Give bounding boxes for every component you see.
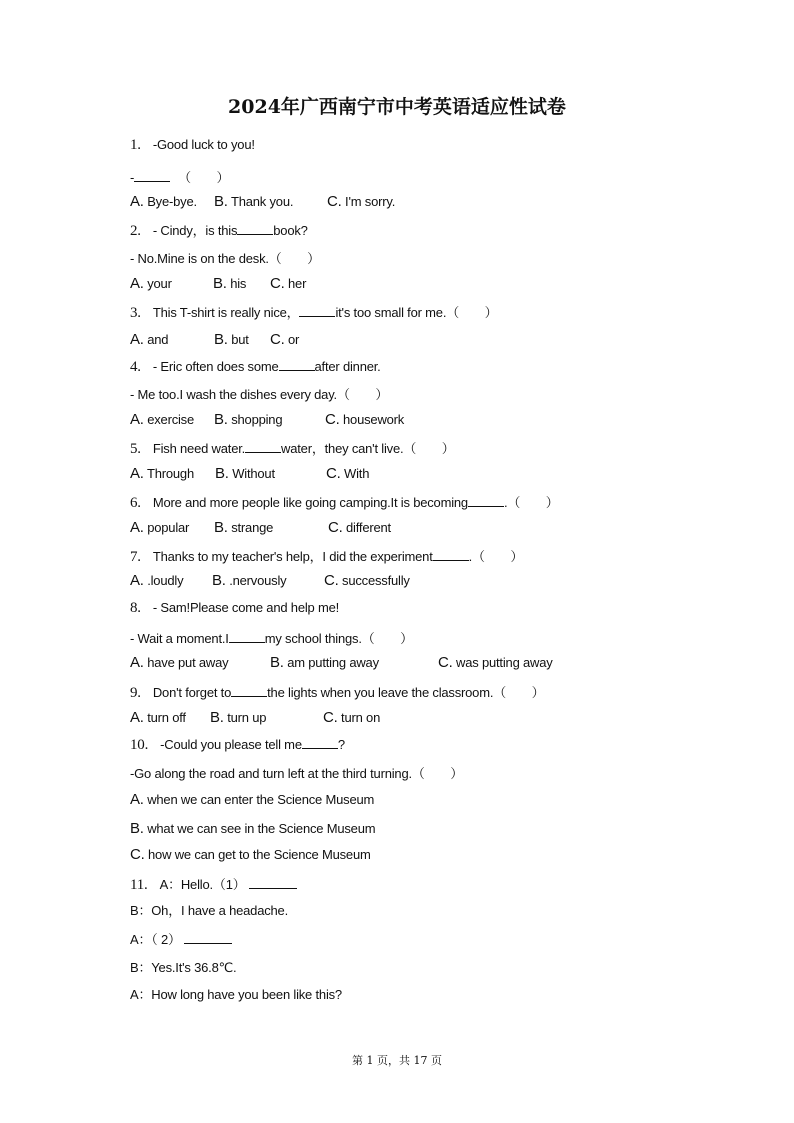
question-stem: -Could you please tell me xyxy=(160,737,302,752)
option-letter: B. xyxy=(215,465,229,482)
option-letter: A. xyxy=(130,331,144,348)
option-letter: C. xyxy=(438,654,453,671)
option-text: turn up xyxy=(227,710,267,725)
option-text: With xyxy=(344,466,370,481)
option-letter: B. xyxy=(210,709,224,726)
answer-blank xyxy=(299,304,335,317)
option-a xyxy=(130,791,374,808)
question-2-line-2: - No.Mine is on the desk.（ ） xyxy=(130,251,320,266)
option-text: was putting away xyxy=(456,655,553,670)
option-letter: A. xyxy=(130,411,144,428)
answer-blank xyxy=(249,876,297,889)
question-stem-end: it's too small for me.（ ） xyxy=(335,305,498,320)
option-text: Without xyxy=(232,466,275,481)
question-number: 2. xyxy=(130,223,141,239)
option-letter: A. xyxy=(130,519,144,536)
option-letter: A. xyxy=(130,654,144,671)
option-text: shopping xyxy=(231,412,283,427)
option-b xyxy=(210,709,266,726)
option-text: I'm sorry. xyxy=(345,194,396,209)
question-number: 9. xyxy=(130,685,141,701)
answer-blank xyxy=(237,222,273,235)
question-1 xyxy=(130,137,255,154)
option-a xyxy=(130,654,228,671)
question-2 xyxy=(130,220,308,240)
option-text: Bye-bye. xyxy=(147,194,197,209)
dialogue-line: A：Hello.（1） xyxy=(159,877,246,892)
option-text: your xyxy=(147,276,172,291)
option-letter: C. xyxy=(323,709,338,726)
option-letter: B. xyxy=(130,820,144,837)
option-letter: C. xyxy=(325,411,340,428)
option-text: turn off xyxy=(147,710,186,725)
question-stem: Fish need water. xyxy=(152,441,246,456)
answer-paren: （ ） xyxy=(178,170,230,185)
option-b xyxy=(214,411,282,428)
question-11 xyxy=(130,874,297,894)
dialogue-line: A：How long have you been like this? xyxy=(130,987,342,1002)
question-stem: - Sam!Please come and help me! xyxy=(152,600,340,615)
option-c xyxy=(270,275,306,292)
question-stem-end: after dinner. xyxy=(314,359,381,374)
question-stem: - Wait a moment.I xyxy=(130,631,229,646)
answer-blank xyxy=(433,548,469,561)
question-4 xyxy=(130,358,381,376)
question-7 xyxy=(130,546,523,566)
question-stem-end: book? xyxy=(273,223,308,238)
option-text: when we can enter the Science Museum xyxy=(147,792,375,807)
option-text: Through xyxy=(146,466,194,481)
question-10 xyxy=(130,736,345,754)
option-c xyxy=(327,193,395,210)
option-text: have put away xyxy=(147,655,229,670)
answer-blank xyxy=(468,494,504,507)
question-number: 5. xyxy=(130,441,141,457)
option-letter: C. xyxy=(270,275,285,292)
option-letter: B. xyxy=(214,331,228,348)
answer-line xyxy=(130,167,229,186)
option-a xyxy=(130,193,197,210)
question-stem-end: .（ ） xyxy=(503,495,559,510)
question-stem: - Eric often does some xyxy=(152,359,279,374)
question-number: 11. xyxy=(130,877,148,893)
option-letter: A. xyxy=(130,791,144,808)
answer-blank xyxy=(302,736,338,749)
question-5 xyxy=(130,438,455,458)
option-c xyxy=(328,519,391,536)
question-3 xyxy=(130,302,497,322)
question-8-line-2 xyxy=(130,628,413,647)
option-text: housework xyxy=(343,412,405,427)
option-b xyxy=(270,654,379,671)
option-text: different xyxy=(346,520,391,535)
option-text: her xyxy=(288,276,307,291)
option-letter: B. xyxy=(212,572,226,589)
option-a xyxy=(130,411,194,428)
option-letter: B. xyxy=(214,519,228,536)
option-letter: C. xyxy=(328,519,343,536)
option-letter: C. xyxy=(326,465,341,482)
option-b xyxy=(214,193,293,210)
option-c xyxy=(325,411,404,428)
question-stem: Thanks to my teacher's help，I did the experiment xyxy=(152,549,433,564)
question-stem-end: .（ ） xyxy=(468,549,524,564)
option-b xyxy=(130,820,375,837)
option-b xyxy=(212,572,286,589)
question-8 xyxy=(130,600,339,617)
option-letter: C. xyxy=(327,193,342,210)
question-stem: -Good luck to you! xyxy=(152,137,255,152)
option-letter: C. xyxy=(324,572,339,589)
answer-blank xyxy=(231,684,267,697)
option-c xyxy=(438,654,553,671)
option-text: how we can get to the Science Museum xyxy=(148,847,371,862)
question-stem-end: my school things.（ ） xyxy=(264,631,413,646)
option-letter: B. xyxy=(213,275,227,292)
option-c xyxy=(130,846,371,863)
option-a xyxy=(130,275,172,292)
option-a xyxy=(130,519,189,536)
question-number: 3. xyxy=(130,305,141,321)
question-number: 10. xyxy=(130,737,149,753)
option-letter: A. xyxy=(130,572,144,589)
question-stem-end: ? xyxy=(337,737,345,752)
option-text: or xyxy=(288,332,300,347)
question-10-line-2: -Go along the road and turn left at the third turning.（ ） xyxy=(130,766,464,781)
question-number: 8. xyxy=(130,600,141,616)
page-title: 2024年广西南宁市中考英语适应性试卷 xyxy=(228,96,566,118)
question-number: 4. xyxy=(130,359,141,375)
question-4-line-2: - Me too.I wash the dishes every day.（ ） xyxy=(130,387,389,402)
dialogue-text: A：（ 2） xyxy=(130,932,181,947)
option-text: what we can see in the Science Museum xyxy=(147,821,376,836)
question-stem: - Cindy，is this xyxy=(152,223,238,238)
answer-blank xyxy=(134,169,170,182)
option-letter: B. xyxy=(214,411,228,428)
option-text: but xyxy=(231,332,249,347)
option-letter: B. xyxy=(270,654,284,671)
option-a xyxy=(130,331,168,348)
dialogue-line xyxy=(130,929,232,948)
option-b xyxy=(215,465,275,482)
dialogue-line: B：Oh，I have a headache. xyxy=(130,903,289,918)
question-number: 7. xyxy=(130,549,141,565)
option-letter: C. xyxy=(130,846,145,863)
option-text: exercise xyxy=(147,412,195,427)
option-text: am putting away xyxy=(287,655,379,670)
option-letter: A. xyxy=(130,709,144,726)
question-9 xyxy=(130,682,544,702)
question-stem: Don't forget to xyxy=(152,685,232,700)
option-letter: A. xyxy=(130,275,144,292)
option-text: his xyxy=(230,276,247,291)
dialogue-line: B：Yes.It's 36.8℃. xyxy=(130,960,237,975)
option-text: Thank you. xyxy=(230,194,294,209)
option-text: .loudly xyxy=(147,573,184,588)
answer-blank xyxy=(229,630,265,643)
option-text: turn on xyxy=(341,710,381,725)
option-text: and xyxy=(147,332,169,347)
option-text: successfully xyxy=(342,573,410,588)
option-a xyxy=(130,465,194,482)
question-number: 6. xyxy=(130,495,141,511)
option-c xyxy=(270,331,299,348)
option-letter: A. xyxy=(130,193,144,210)
option-b xyxy=(214,331,249,348)
option-letter: C. xyxy=(270,331,285,348)
option-a xyxy=(130,572,183,589)
option-c xyxy=(323,709,380,726)
option-a xyxy=(130,709,186,726)
option-text: popular xyxy=(147,520,190,535)
option-b xyxy=(213,275,246,292)
option-text: .nervously xyxy=(229,573,287,588)
question-number: 1. xyxy=(130,137,141,153)
question-stem-end: the lights when you leave the classroom.（ ） xyxy=(267,685,545,700)
option-c xyxy=(326,465,369,482)
question-6 xyxy=(130,492,559,512)
answer-blank xyxy=(184,931,232,944)
answer-blank xyxy=(245,440,281,453)
answer-prefix: - xyxy=(130,170,135,185)
question-stem: This T-shirt is really nice， xyxy=(152,305,300,320)
option-text: strange xyxy=(231,520,274,535)
option-c xyxy=(324,572,410,589)
option-letter: B. xyxy=(214,193,228,210)
question-stem-end: water，they can't live.（ ） xyxy=(281,441,455,456)
page-footer: 第 1 页，共 17 页 xyxy=(352,1054,442,1067)
option-b xyxy=(214,519,273,536)
question-stem: More and more people like going camping.It is becoming xyxy=(152,495,468,510)
answer-blank xyxy=(279,358,315,371)
option-letter: A. xyxy=(130,465,144,482)
